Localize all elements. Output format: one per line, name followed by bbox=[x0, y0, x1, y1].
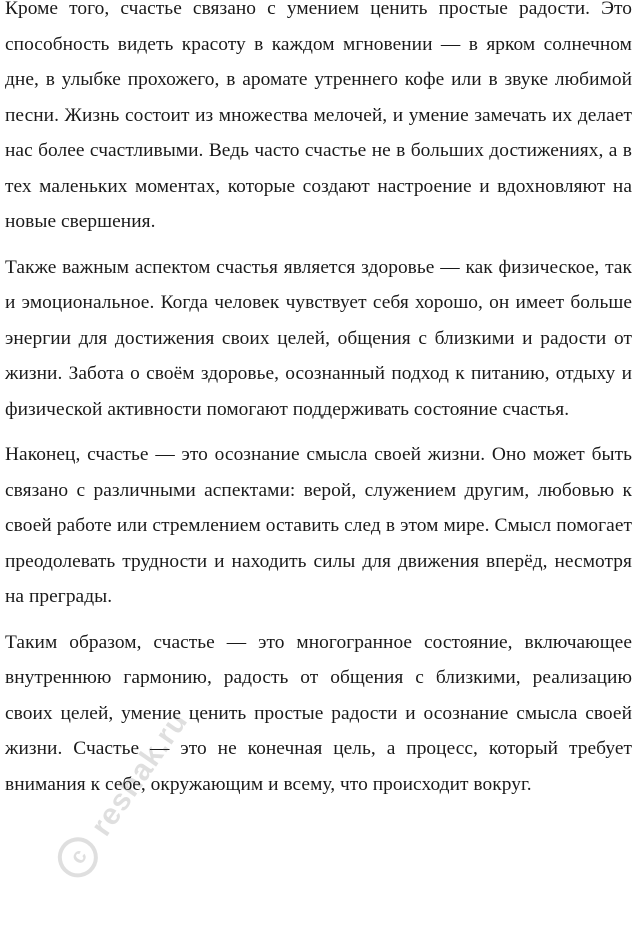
document-body bbox=[5, 0, 632, 812]
paragraph-1: Кроме того, счастье связано с умением ценить простые радости. Это способность видеть красоту в каждом мгновении — в ярком солнечном дне, в улыбке прохожего, в аромате утреннего кофе или в звуке любимой песни. Жизнь состоит из множества мелочей, и умение замечать их делает нас более счастливыми. Ведь часто счастье не в больших достижениях, а в тех маленьких моментах, которые создают настроение и вдохновляют на новые свершения. bbox=[5, 0, 632, 232]
watermark-text: reshak.ru bbox=[84, 705, 195, 843]
paragraph-4: Таким образом, счастье — это многогранное состояние, включающее внутреннюю гармонию, радость от общения с близкими, реализацию своих целей, умение ценить простые радости и осознание смысла своей жизни. Счастье — это не конечная цель, а процесс, который требует внимания к себе, окружающим и всему, что происходит вокруг. bbox=[5, 631, 632, 795]
copyright-icon bbox=[50, 829, 106, 885]
watermark-symbol: c bbox=[64, 843, 92, 869]
paragraph-3: Наконец, счастье — это осознание смысла своей жизни. Оно может быть связано с различными аспектами: верой, служением другим, любовью к своей работе или стремлением оставить след в этом мире. Смысл помогает преодолевать трудности и находить силы для движения вперёд, несмотря на преграды. bbox=[5, 444, 632, 607]
paragraph-2: Также важным аспектом счастья является здоровье — как физическое, так и эмоциональное. Когда человек чувствует себя хорошо, он имеет больше энергии для достижения своих целей, общения с близкими и радости от жизни. Забота о своём здоровье, осознанный подход к питанию, отдыху и физической активности помогают поддерживать состояние счастья. bbox=[5, 256, 632, 420]
